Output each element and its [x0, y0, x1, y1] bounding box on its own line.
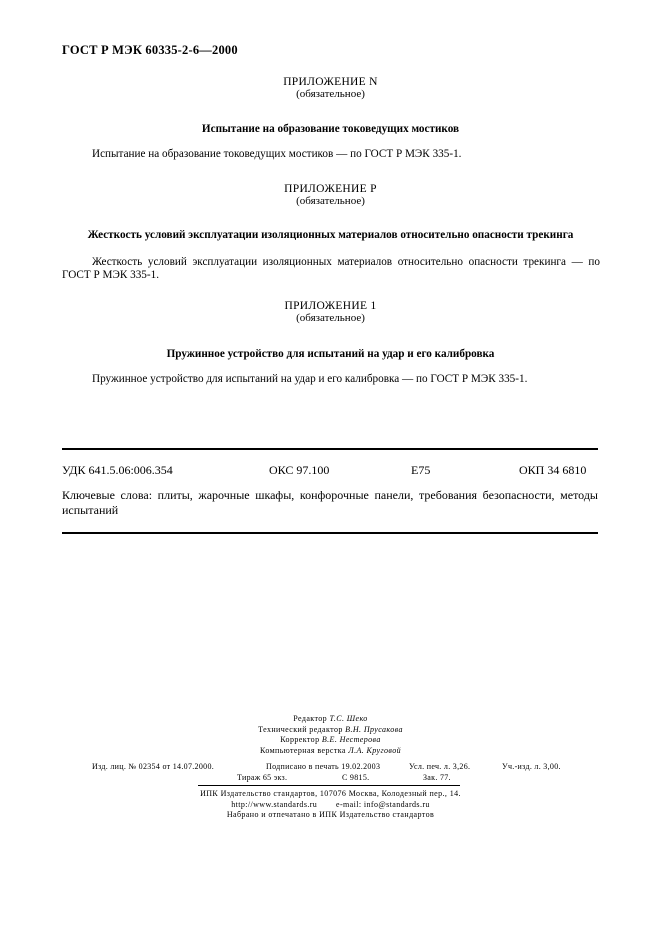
- appendix-text: Испытание на образование токоведущих мостиков — по ГОСТ Р МЭК 335-1.: [92, 148, 462, 160]
- imprint-contacts: [0, 800, 661, 811]
- credit-corrector: Корректор В.Е. Нестерова: [280, 735, 381, 744]
- license-info: Изд. лиц. № 02354 от 14.07.2000.: [92, 762, 215, 771]
- e-code: Е75: [411, 463, 431, 477]
- document-header: ГОСТ Р МЭК 60335-2-6—2000: [62, 43, 238, 57]
- credit-tech-editor: Технический редактор В.Н. Прусакова: [258, 724, 403, 734]
- imprint-address: ИПК Издательство стандартов, 107076 Москва, Колодезный пер., 14.: [200, 789, 461, 798]
- appendix-title: ПРИЛОЖЕНИЕ 1: [284, 300, 377, 312]
- publisher-sheets: Уч.-изд. л. 3,00.: [502, 762, 561, 771]
- imprint-email: e-mail: info@standards.ru: [336, 799, 430, 809]
- appendix-status: (обязательное): [296, 312, 365, 324]
- appendix-status: (обязательное): [296, 88, 365, 100]
- top-divider: [62, 448, 598, 450]
- keywords: Ключевые слова: плиты, жарочные шкафы, конфорочные панели, требования безопасности, методы испытаний: [62, 488, 598, 517]
- bottom-divider: [62, 532, 598, 534]
- appendix-n-label: [0, 76, 661, 100]
- appendix-title: ПРИЛОЖЕНИЕ N: [283, 76, 378, 88]
- oks-code: ОКС 97.100: [269, 463, 330, 477]
- imprint-divider: [198, 785, 460, 786]
- appendix-heading: Пружинное устройство для испытаний на удар и его калибровка: [166, 348, 495, 360]
- appendix-heading: Жесткость условий эксплуатации изоляционных материалов относительно опасности трекинга: [87, 229, 574, 241]
- signed-info: Подписано в печать 19.02.2003: [266, 762, 381, 771]
- imprint-block: [0, 789, 661, 821]
- credit-layout: Компьютерная верстка Л.А. Круговой: [259, 745, 402, 755]
- appendix-heading: Испытание на образование токоведущих мостиков: [201, 123, 460, 135]
- credit-editor: Редактор Т.С. Шеко: [293, 714, 368, 723]
- udk-code: УДК 641.5.06:006.354: [62, 463, 173, 477]
- circulation: Тираж 65 экз.: [237, 773, 288, 782]
- credits-block: [0, 714, 661, 756]
- imprint-printed: Набрано и отпечатано в ИПК Издательство стандартов: [226, 810, 435, 819]
- okp-code: ОКП 34 6810: [519, 463, 587, 477]
- print-code: С 9815.: [342, 773, 370, 782]
- appendix-text: Пружинное устройство для испытаний на удар и его калибровка — по ГОСТ Р МЭК 335-1.: [92, 373, 528, 385]
- appendix-status: (обязательное): [296, 195, 365, 207]
- appendix-text: Жесткость условий эксплуатации изоляционных материалов относительно опасности трекинга — по ГОСТ Р МЭК 335-1.: [62, 256, 600, 281]
- appendix-p-label: [0, 183, 661, 207]
- print-sheets: Усл. печ. л. 3,26.: [409, 762, 471, 771]
- appendix-1-label: [0, 300, 661, 324]
- imprint-website: http://www.standards.ru: [231, 799, 318, 809]
- appendix-title: ПРИЛОЖЕНИЕ Р: [284, 183, 377, 195]
- order-number: Зак. 77.: [423, 773, 451, 782]
